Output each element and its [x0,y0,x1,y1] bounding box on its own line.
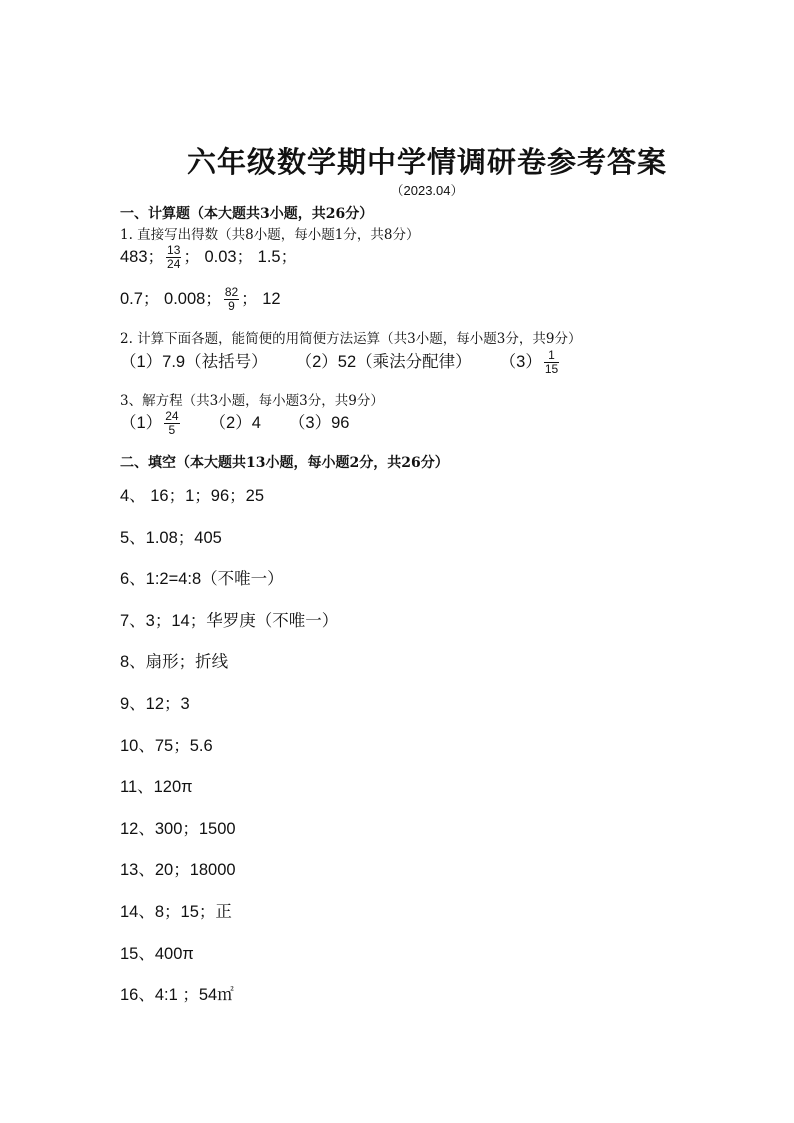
fill-answer-8: 8、扇形；折线 [120,653,229,671]
q2-instructions: 2. 计算下面各题，能简便的用简便方法运算（共3小题，每小题3分，共9分） [120,331,582,347]
fraction-82-9: $\frac{82}{9}$ [224,285,239,314]
q3-answer-1-label: （1） [120,414,163,432]
fill-answer-11: 11、120π [120,778,193,796]
fraction-24-5: $\frac{24}{5}$ [165,409,179,438]
q2-answer-3-label: （3） [499,353,542,371]
q1-instructions: 1. 直接写出得数（共8小题，每小题1分，共8分） [120,227,420,243]
section2-heading: 二、填空（本大题共13小题，每小题2分，共26分） [120,455,449,471]
q3-instructions: 3、解方程（共3小题，每小题3分，共9分） [120,393,384,409]
page-title: 六年级数学期中学情调研卷参考答案 [186,145,667,179]
fill-answer-4: 4、 16；1；96；25 [120,487,264,505]
q3-answers [120,409,349,437]
q1-row1-part-a: 483； [120,248,165,266]
q2-answers [120,348,561,376]
q1-answers-row1 [120,243,297,271]
section1-heading: 一、计算题（本大题共3小题，共26分） [120,206,374,222]
q3-answer-2: （2）4 [209,414,261,432]
fill-answer-16: 16、4:1 ；54㎡ [120,986,234,1004]
fill-answer-12: 12、300；1500 [120,820,236,838]
fill-answer-14: 14、8；15；正 [120,903,232,921]
q1-row2-part-a: 0.7； 0.008； [120,290,222,308]
fill-answer-15: 15、400π [120,945,194,963]
q1-row1-part-b: ； 0.03； 1.5； [183,248,298,266]
fill-answer-7: 7、3；14；华罗庚（不唯一） [120,612,339,630]
q3-answer-3: （3）96 [288,414,350,432]
q1-row2-part-b: ； 12 [241,290,281,308]
fraction-1-15: $\frac{1}{15}$ [544,348,559,377]
fraction-13-24: $\frac{13}{24}$ [167,243,181,272]
q2-answer-1: （1）7.9（祛括号） [120,353,268,371]
fill-answer-10: 10、75；5.6 [120,737,213,755]
fill-answer-9: 9、12；3 [120,695,190,713]
fill-answer-13: 13、20；18000 [120,861,236,879]
exam-date: （2023.04） [390,183,464,198]
fill-answer-5: 5、1.08；405 [120,529,222,547]
fill-answer-6: 6、1:2=4:8（不唯一） [120,570,284,588]
q1-answers-row2 [120,285,281,313]
q2-answer-2: （2）52（乘法分配律） [295,353,472,371]
